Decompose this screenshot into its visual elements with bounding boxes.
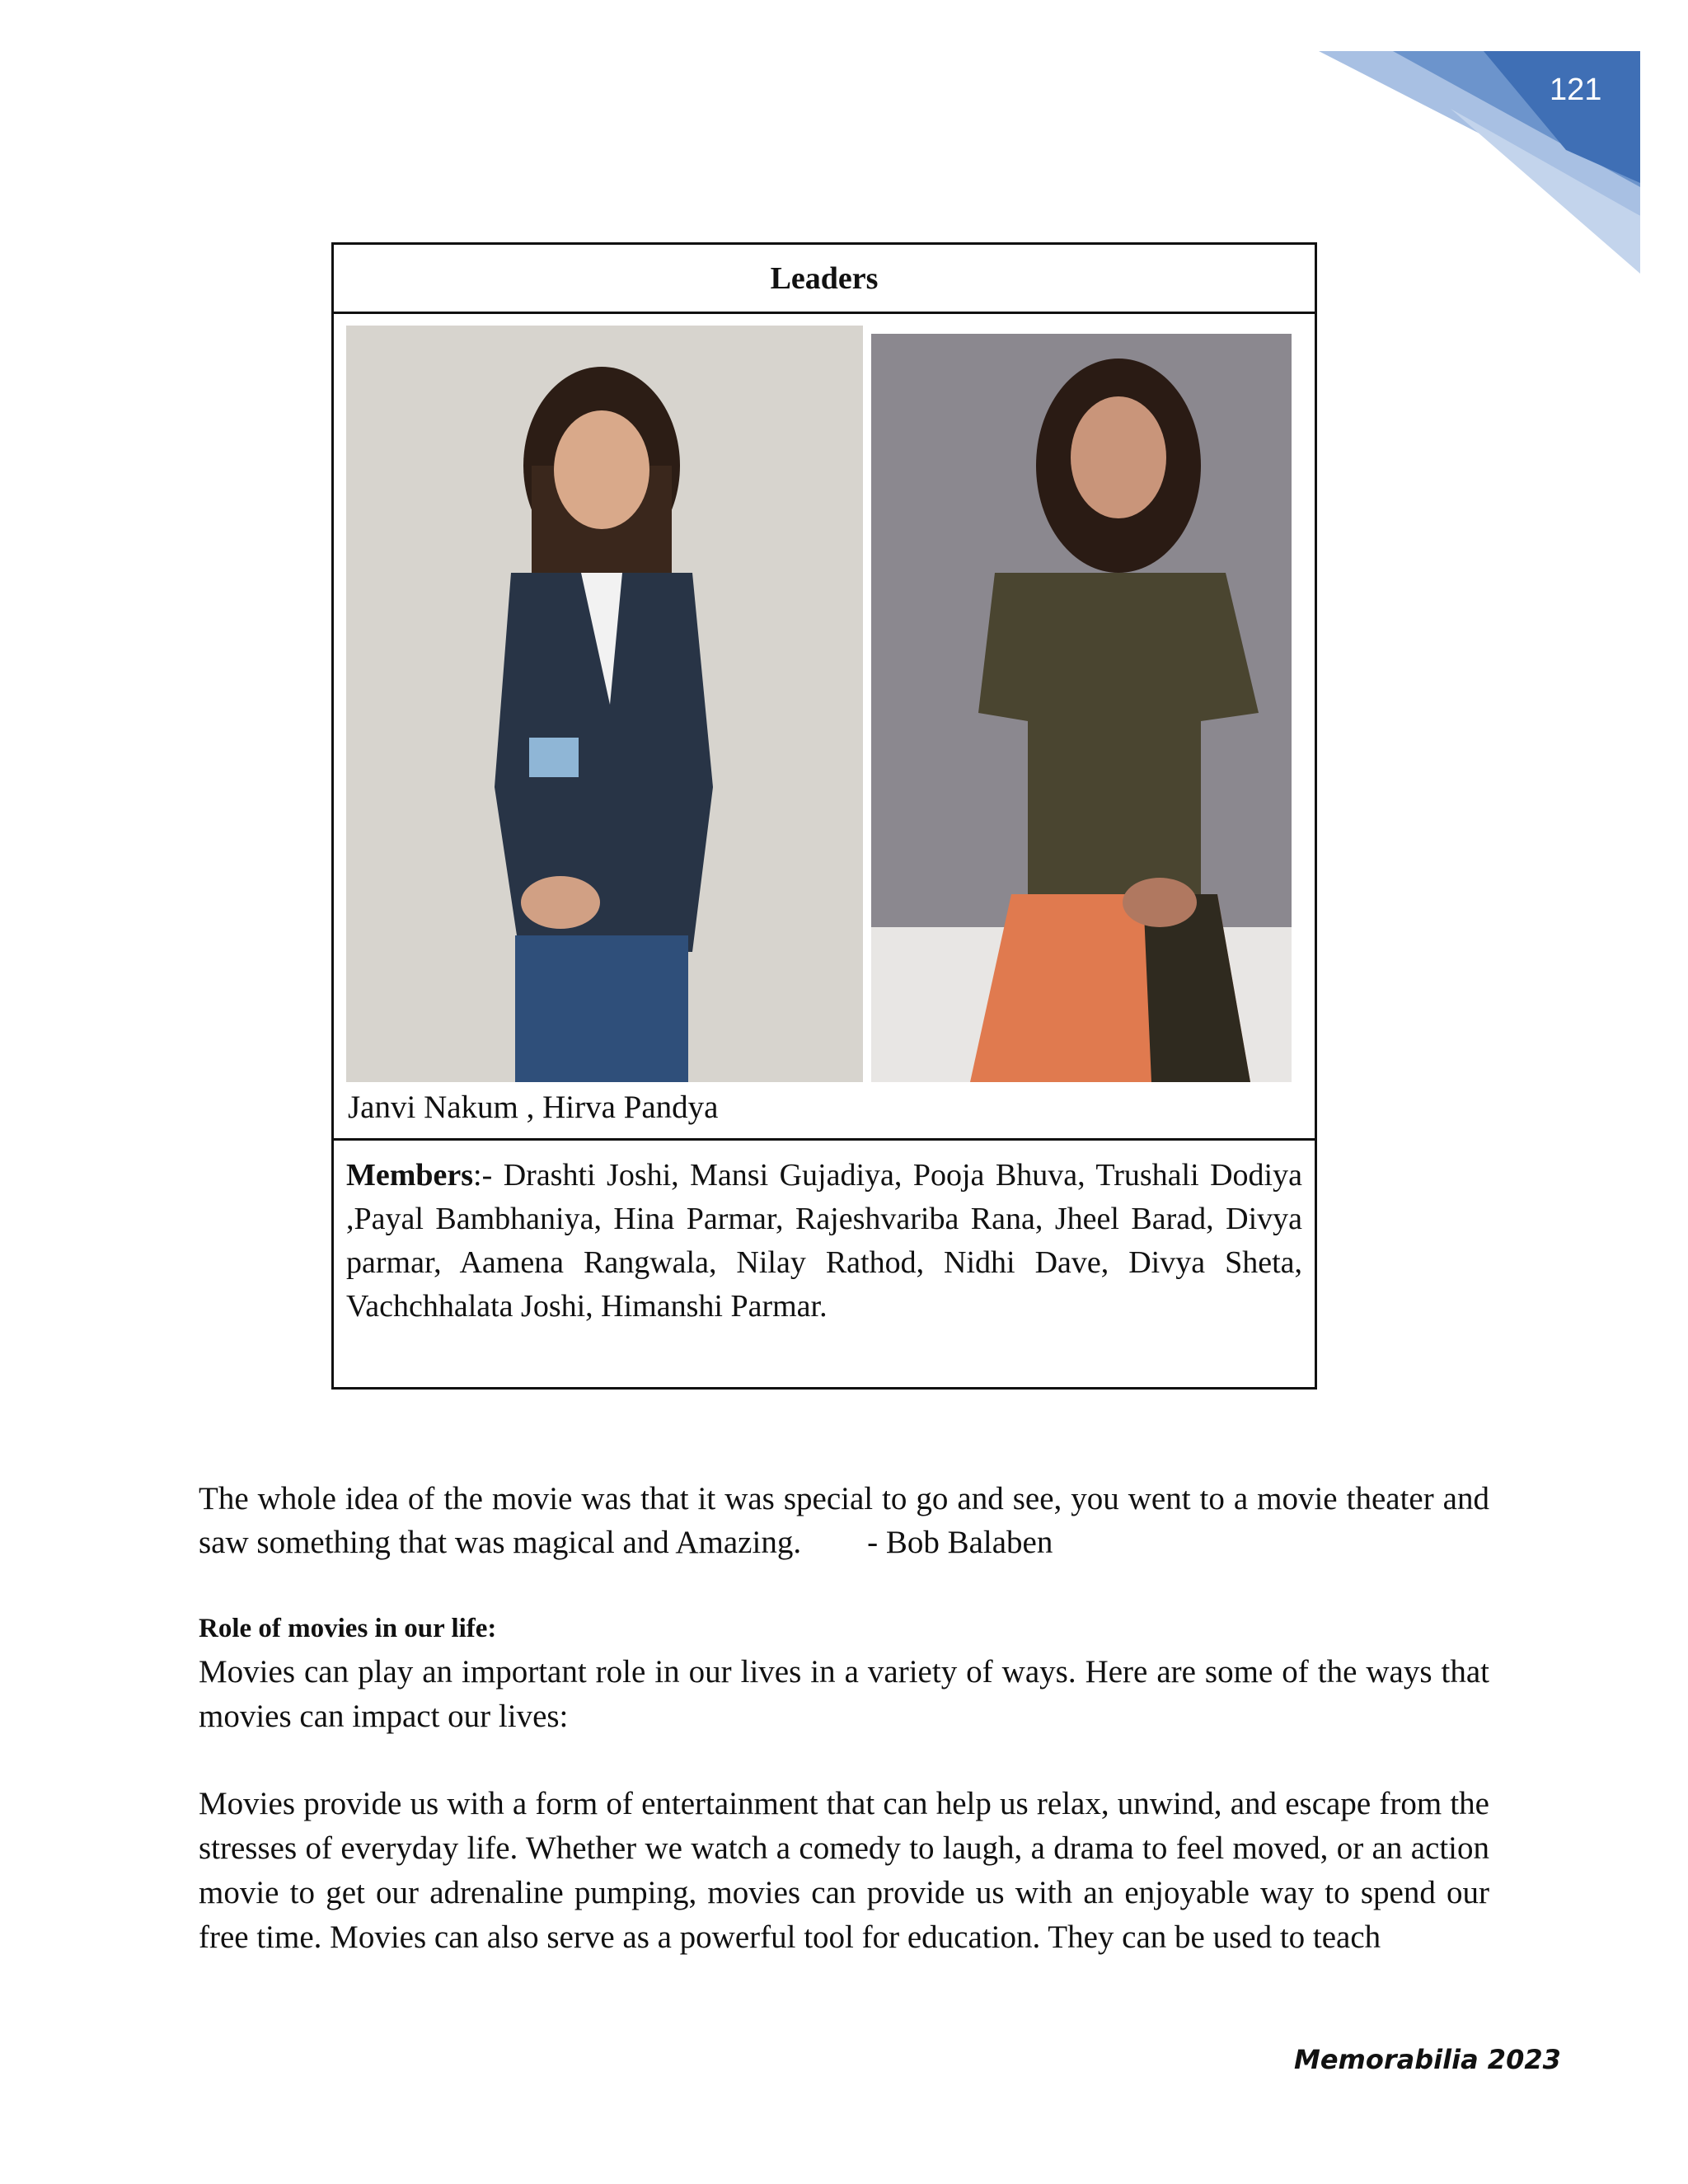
leader-photo-2 [871,334,1292,1082]
leader-photo-1 [346,326,863,1082]
footer-title: Memorabilia 2023 [1294,2044,1561,2075]
leaders-title: Leaders [334,245,1315,314]
leaders-names: Janvi Nakum , Hirva Pandya [348,1090,719,1125]
section-heading: Role of movies in our life: [199,1614,497,1643]
members-section [334,1138,1315,1389]
page-number: 121 [1550,73,1602,107]
quote-author: - Bob Balaben [867,1525,1053,1560]
paragraph-entertainment: Movies provide us with a form of entertainment that can help us relax, unwind, and escape from the stresses of everyday life. Whether we watch a comedy to laugh, a drama to feel moved, or an action movie to get our adrenaline pumping, movies can provide us with an enjoyable way to spend our free time. Movies can also serve as a powerful tool for education. They can be used to teach [199,1786,1489,1955]
paragraph-intro: Movies can play an important role in our lives in a variety of ways. Here are some of the ways that movies can impact our lives: [199,1654,1489,1734]
movie-quote [199,1477,1489,1564]
members-label: Members [346,1158,474,1193]
quote-text: The whole idea of the movie was that it was special to go and see, you went to a movie theater and saw something that was magical and Amazing. [199,1481,1489,1560]
leaders-table [331,242,1317,1390]
leaders-photos [334,314,1315,1138]
members-paragraph [346,1154,1302,1329]
members-list: :- Drashti Joshi, Mansi Gujadiya, Pooja Bhuva, Trushali Dodiya ,Payal Bambhaniya, Hina Parmar, Rajeshvariba Rana, Jheel Barad, Divya parmar, Aamena Rangwala, Nilay Rathod, Nidhi Dave, Divya Sheta, Vachchhalata Joshi, Himanshi Parmar. [346,1158,1302,1324]
